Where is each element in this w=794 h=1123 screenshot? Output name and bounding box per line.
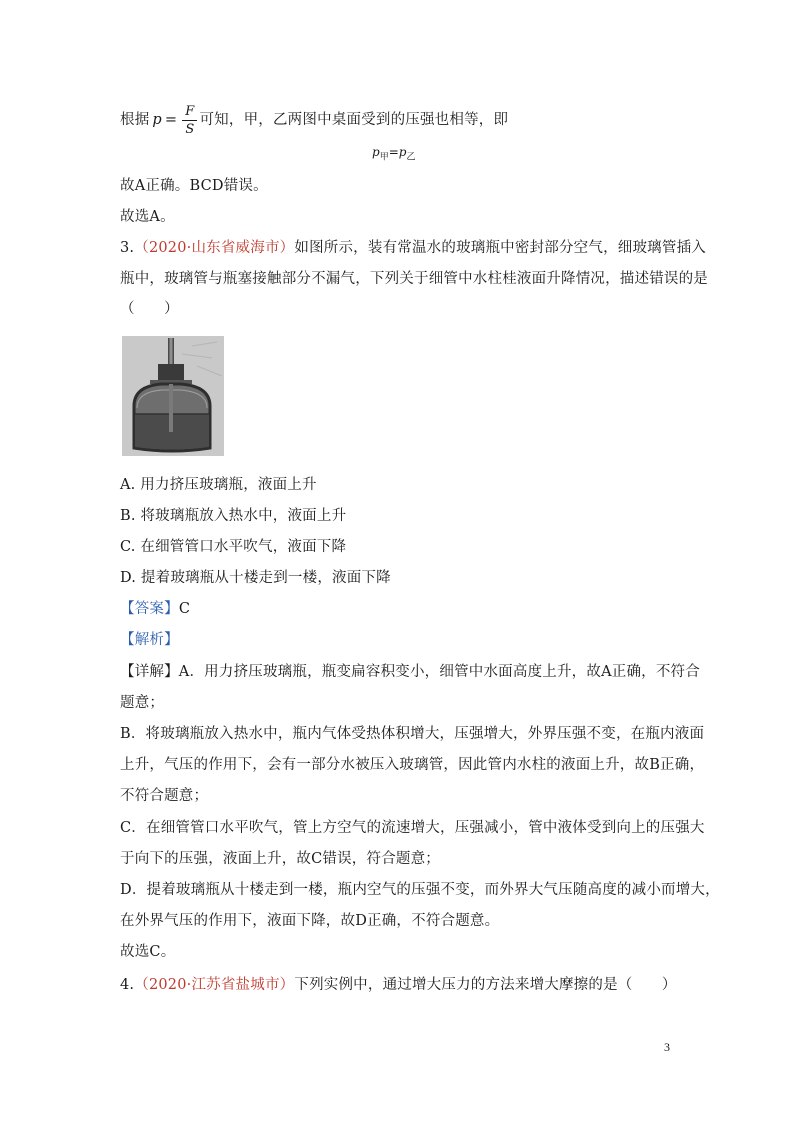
q3-line-2: 瓶中，玻璃管与瓶塞接触部分不漏气，下列关于细管中水柱桂液面升降情况，描述错误的是 — [120, 271, 708, 287]
page-number: 3 — [664, 1040, 670, 1054]
q3-source: （2020·山东省威海市） — [134, 240, 295, 256]
bottle-figure — [122, 336, 224, 456]
p-jia: p — [372, 145, 380, 159]
q3-text-1: 如图所示，装有常温水的玻璃瓶中密封部分空气，细玻璃管插入 — [294, 240, 706, 256]
q3-option-b: B. 将玻璃瓶放入热水中，液面上升 — [120, 508, 347, 524]
sub-yi: 乙 — [406, 152, 416, 163]
q3-answer — [120, 599, 190, 619]
q3-number: 3. — [120, 240, 135, 256]
q3-option-c: C. 在细管管口水平吹气，液面下降 — [120, 539, 347, 555]
eq-sign: = — [388, 145, 399, 159]
pressure-equality — [372, 145, 415, 162]
pressure-symbol: p — [152, 112, 162, 128]
q4-source: （2020·江苏省盐城市） — [134, 977, 295, 993]
detail-line-2: 题意； — [120, 695, 165, 711]
detail-line-3: B．将玻璃瓶放入热水中，瓶内气体受热体积增大，压强增大，外界压强不变，在瓶内液面 — [120, 726, 705, 742]
bottle-illustration — [122, 336, 224, 456]
answer-value: C — [178, 601, 191, 617]
formula-prefix: 根据 — [120, 112, 150, 128]
conclusion-line-2: 故选A。 — [120, 209, 175, 225]
equals-sign: = — [164, 112, 178, 128]
q4-number: 4. — [120, 977, 135, 993]
detail-line-6: C．在细管管口水平吹气，管上方空气的流速增大，压强减小，管中液体受到向上的压强大 — [120, 820, 705, 836]
answer-label: 【答案】 — [120, 601, 179, 617]
q3-option-a: A. 用力挤压玻璃瓶，液面上升 — [120, 477, 317, 493]
formula-suffix: 可知，甲，乙两图中桌面受到的压强也相等，即 — [199, 112, 509, 128]
fraction — [182, 104, 197, 137]
sub-jia: 甲 — [379, 152, 389, 163]
detail-line-8: D．提着玻璃瓶从十楼走到一楼，瓶内空气的压强不变，而外界大气压随高度的减小而增大， — [120, 882, 720, 898]
fraction-numerator: F — [182, 104, 197, 121]
q4-text: 下列实例中，通过增大压力的方法来增大摩擦的是（ ） — [294, 977, 677, 993]
conclusion-line-1: 故A正确。BCD错误。 — [120, 178, 268, 194]
detail-line-1: 【详解】A．用力挤压玻璃瓶，瓶变扁容积变小，细管中水面高度上升，故A正确，不符合 — [120, 664, 700, 680]
analysis-label: 【解析】 — [120, 632, 179, 648]
detail-line-9: 在外界气压的作用下，液面下降，故D正确，不符合题意。 — [120, 913, 500, 929]
detail-line-5: 不符合题意； — [120, 788, 209, 804]
fraction-denominator: S — [185, 121, 195, 137]
p-yi: p — [398, 145, 407, 159]
q4-line — [120, 975, 677, 995]
q3-option-d: D. 提着玻璃瓶从十楼走到一楼，液面下降 — [120, 570, 391, 586]
detail-line-7: 于向下的压强，液面上升，故C错误，符合题意； — [120, 851, 440, 867]
formula-line — [120, 100, 508, 140]
q3-conclusion: 故选C。 — [120, 944, 176, 960]
q3-line-1 — [120, 238, 706, 258]
q3-line-3: （ ） — [120, 301, 179, 317]
detail-line-4: 上升，气压的作用下，会有一部分水被压入玻璃管，因此管内水柱的液面上升，故B正确， — [120, 757, 705, 773]
